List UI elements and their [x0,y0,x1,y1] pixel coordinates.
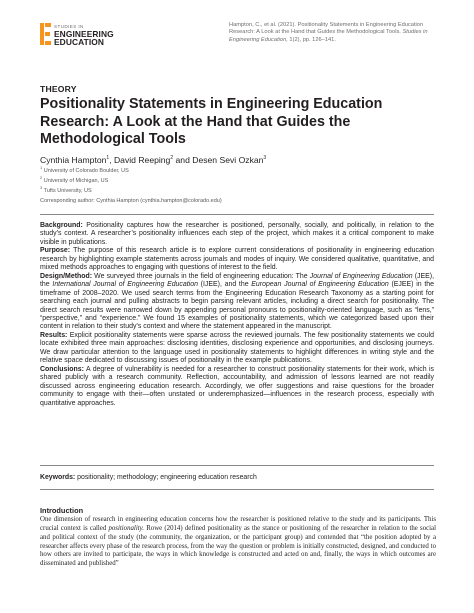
author-list [40,155,266,165]
introduction-term: positionality. [108,524,145,532]
affiliation-mark: 1 [40,165,43,171]
affiliation-item [40,165,129,174]
affiliation-item [40,175,109,184]
abstract-results [40,332,434,366]
abstract-purpose-text: The purpose of this research article is to explore current considerations of positionality in engineering education research by highlighting example statements across journals and modes of inquiry. We considered qualitative, quantitative, and mixed methods approaches to engaging with questions of interest to the field. [40,247,435,272]
abstract-results-text: Explicit positionality statements were sparse across the reviewed journals. The few positionality statements we could locate exhibited three main approaches: disclosing identities, disclosing experience and opportunities, and disclosing journeys. We draw particular attention to the language used in positionality statements to highlight differences in writing style and the relative space dedicated to discussing issues of positionality in the example publications. [40,331,434,365]
journal-name: International Journal of Engineering Education [52,281,198,289]
article-type-label: THEORY [40,84,77,94]
affiliation-mark: 3 [40,185,43,191]
abstract-design-text: (JEE), the [40,272,435,289]
abstract-purpose-label: Purpose: [40,247,71,255]
keywords-text: positionality; methodology; engineering education research [77,474,257,481]
citation-text: Hampton, C., et al. (2021). Positionality Statements in Engineering Education Research: A Look at the Hand that Guides the Methodological Tools. [229,22,424,36]
introduction-paragraph [40,516,436,569]
abstract [40,222,434,408]
logo-text-line-2: EDUCATION [54,37,105,47]
affiliation-text: University of Michigan, US [43,178,109,184]
journal-logo-mark-icon [40,23,52,45]
logo-small-text: STUDIES IN [54,24,84,29]
citation-details: 1(2), pp. 126–141. [289,36,336,43]
abstract-conclusions [40,366,434,408]
abstract-conclusions-label: Conclusions: [40,365,84,373]
abstract-design [40,273,434,332]
abstract-results-label: Results: [40,331,68,339]
affiliation-text: Tufts University, US [43,188,92,194]
abstract-purpose [40,247,434,272]
abstract-conclusions-text: A degree of vulnerability is needed for a researcher to construct positionality statements for their work, which is shared publicly with a research community. Reflection, accountability, and admission of lessons learned are not readily discussed across engineering education research. Accordingly, we offer suggestions and raise questions for the broader community to engage with their—often unstated or underemphasized—influences in the research process, especially with quantitative approaches. [40,365,434,407]
keywords [40,474,257,481]
keywords-top-divider [40,465,434,466]
abstract-top-divider [40,214,434,215]
author-separator: and [173,155,193,165]
logo-text-line-1: ENGINEERING [54,29,114,39]
author-name: Desen Sevi Ozkan [192,155,264,165]
journal-logo [40,23,150,47]
author-name: Cynthia Hampton [40,155,107,165]
keywords-label: Keywords: [40,474,76,481]
author-affiliation-mark: 2 [170,155,174,162]
author-affiliation-mark: 1 [106,155,110,162]
journal-name: Journal of Engineering Education [309,272,413,280]
article-title: Positionality Statements in Engineering Education Research: A Look at the Hand that Guides the Methodological Tools [40,96,383,148]
affiliation-item [40,185,92,194]
citation-header [229,22,439,44]
abstract-background-label: Background: [40,222,83,229]
keywords-bottom-divider [40,489,434,490]
author-affiliation-mark: 3 [263,155,267,162]
corresponding-author: Corresponding author: Cynthia Hampton (cynthia.hampton@colorado.edu) [40,198,222,204]
citation-journal: Studies in Engineering Education, [229,29,428,43]
abstract-design-text: We surveyed three journals in the field of engineering education: The [94,272,308,280]
introduction-text: Rowe (2014) defined positionality as the stance or positioning of the researcher in relation to the social and political context of the study (the community, the organization, or the participant group) and contended that “the position adopted by a researcher affects every phase of the research process, from the way the question or problem is initially constructed, designed, and conducted to how others are invited to participate, the ways in which knowledge is constructed and acted on and, finally, the ways in which outcomes are disseminated and published” [40,524,436,568]
introduction-heading: Introduction [40,506,84,515]
abstract-design-text: (EJEE) in the timeframe of 2008–2020. We used search terms from the Engineering Education Research Taxonomy as a starting point for searching each journal and pulling abstracts to begin parsing relevant articles, including a direct search for positionality. The direct search results were narrowed down by appending personal pronouns to positionality-oriented language, such as “lens,” “perspective,” and “experience.” We found 15 examples of positionality statements, which we categorized based upon their content in relation to their study’s context and where the statement appeared in the manuscript. [40,281,434,331]
journal-name: European Journal of Engineering Education [251,281,389,289]
abstract-background-text: Positionality captures how the researcher is positioned, personally, socially, and politically, in relation to the study’s context. A researcher’s positionality influences each step of the project, which makes it a critical component to make visible in publications. [40,222,434,246]
author-name: David Reeping [113,155,171,165]
abstract-design-text: (IJEE), and the [200,281,249,289]
affiliation-mark: 2 [40,175,43,181]
affiliation-text: University of Colorado Boulder, US [43,168,129,174]
abstract-design-label: Design/Method: [40,272,93,280]
author-separator: , [109,155,114,165]
introduction-text: One dimension of research in engineering education concerns how the researcher is positioned relative to the study and its participants. This crucial context is called [40,516,436,532]
abstract-background [40,222,434,247]
